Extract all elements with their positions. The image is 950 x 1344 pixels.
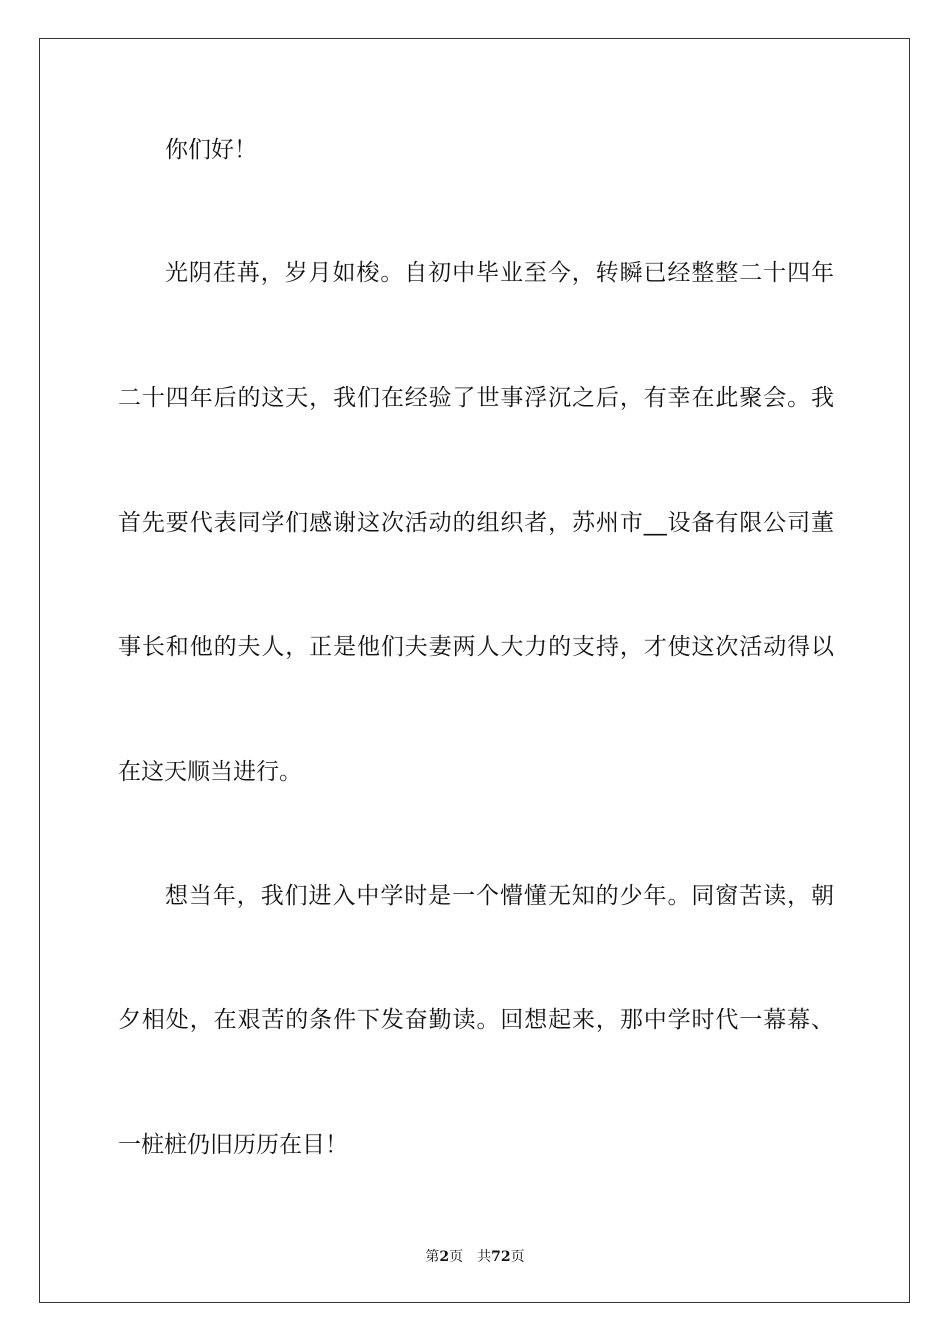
greeting-line: 你们好！	[165, 137, 257, 163]
paragraph-1-line-3: 首先要代表同学们感谢这次活动的组织者，苏州市__设备有限公司董	[118, 510, 834, 536]
page-border	[39, 38, 910, 1303]
paragraph-2-line-2: 夕相处，在艰苦的条件下发奋勤读。回想起来，那中学时代一幕幕、	[118, 1007, 834, 1033]
page-suffix: 页	[449, 1249, 464, 1265]
paragraph-1-line-5: 在这天顺当进行。	[118, 759, 302, 785]
paragraph-1-line-4: 事长和他的夫人，正是他们夫妻两人大力的支持，才使这次活动得以	[118, 634, 834, 660]
paragraph-1-line-1: 光阴荏苒，岁月如梭。自初中毕业至今，转瞬已经整整二十四年	[165, 260, 834, 286]
total-prefix: 共	[477, 1249, 492, 1265]
page-prefix: 第	[425, 1249, 440, 1265]
paragraph-2-line-1: 想当年，我们进入中学时是一个懵懂无知的少年。同窗苦读，朝	[165, 883, 834, 909]
page-footer	[0, 1247, 950, 1267]
page-number: 2	[439, 1249, 450, 1265]
total-suffix: 页	[510, 1249, 525, 1265]
total-pages: 72	[491, 1249, 511, 1265]
paragraph-1-line-2: 二十四年后的这天，我们在经验了世事浮沉之后，有幸在此聚会。我	[118, 385, 834, 411]
paragraph-2-line-3: 一桩桩仍旧历历在目！	[118, 1132, 348, 1158]
